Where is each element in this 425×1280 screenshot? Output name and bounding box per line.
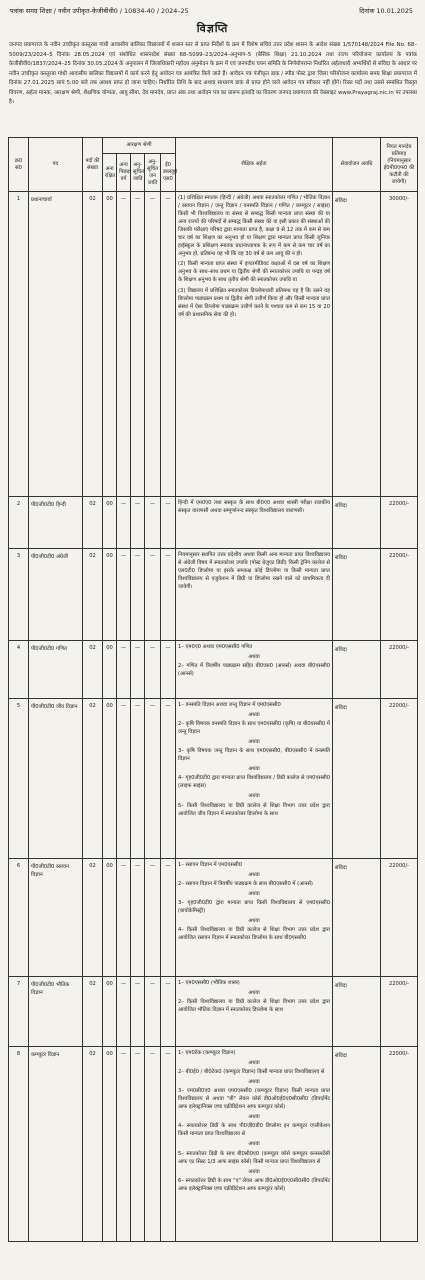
header-tenure: सेवायोजन अवधि [333,138,381,192]
qualification-paragraph: 1– रसायन विज्ञान में एम0एससी0 [178,861,243,868]
obc-category-cell: — [117,859,131,977]
sc-category-cell: — [131,497,145,549]
notice-date: दिनांक 10.01.2025 [359,7,413,15]
st-category-cell: — [145,1047,161,1242]
post-name-cell: प्रधानाचार्या [29,192,83,497]
qualification-paragraph: हिन्दी में एम0ए0 तथा संस्कृत के साथ बी0ए0 अथवा शास्त्री परीक्षा राजकीय संस्कृत वाराणसी अथवा सम्पूर्णानन्द संस्कृत विश्वविद्यालय वाराणसी। [178,499,330,514]
monthly-fee-cell: 22000/- [381,497,418,549]
sc-category-cell: — [131,699,145,859]
qualification-paragraph: 4– गृह0जी0टी0 द्वारा मान्यता प्राप्त विश्वविद्यालय / डिग्री कालेज से एम0एससी0 (लाइफ साइंस) [178,775,330,790]
reference-line [0,0,425,15]
qualification-paragraph: 5– किसी विश्वविद्यालय या डिग्री कालेज से शिक्षा विभाग उत्तर प्रदेश द्वारा आयोजित जीव विज्ञान में स्नातकोत्तर डिप्लोमा के साथ [178,802,330,817]
obc-category-cell: — [117,1047,131,1242]
qualification-paragraph: 4– स्नातकोत्तर डिग्री के साथ पी0जी0डी0 डिप्लोमा इन कम्प्यूटर एप्लीकेशन किसी मान्यता प्राप्त विश्वविद्यालय से [178,1123,330,1138]
tenure-cell: संविदा [333,977,381,1047]
monthly-fee-cell: 22000/- [381,1047,418,1242]
qualification-paragraph: 1– एम0टेक (कम्प्यूटर विज्ञान) [178,1049,236,1056]
obc-category-cell: — [117,641,131,699]
header-fee: नियत मानदेय प्रतिमाह (नियमानुसार ई0पी0एफ0 की कटौती की जायेगी) [381,138,418,192]
qualification-paragraph: 4– किसी विश्वविद्यालय या डिग्री कालेज से शिक्षा विभाग उत्तर प्रदेश द्वारा आयोजित रसायन विज्ञान में स्नातकोत्तर डिप्लोमा के साथ बी0एससी0 [178,927,330,942]
qualification-paragraph: 2– कृषि विषयक वनस्पति विज्ञान के साथ एम0एससी0 (कृषि) या बी0एससी0 में जन्तु विज्ञान [178,720,330,735]
monthly-fee-cell: 22000/- [381,859,418,977]
qualification-paragraph: (3) विद्यालय में प्रशिक्षित स्नातकोत्तर डिप्लोमाधारी प्रतिबन्ध यह है कि उसने यह डिप्लोमा पाठ्यक्रम प्रथम या द्वितीय श्रेणी उत्तीर्ण किया हो और किसी मान्यता प्राप्त संस्था में ऐसा डिप्लोमा पाठ्यक्रम उत्तीर्ण करने के पश्चात कम से कम 15 या 20 वर्ष की प्रशासनिक सेवा की हो। [178,287,330,318]
obc-category-cell: — [117,549,131,641]
table-row [9,977,418,1047]
qualification-paragraph: 2– गणित में त्रिवर्षीय पाठ्यक्रम सहित बी0एस0 (आनर्स) अथवा बी0एससी0 (आनर्स) [178,662,330,677]
sc-category-cell: — [131,859,145,977]
tenure-cell: संविदा [333,497,381,549]
post-count-cell: 02 [83,497,103,549]
post-name-cell: पी0जी0टी0 जीव विज्ञान [29,699,83,859]
table-row [9,859,418,977]
qualification-cell [176,549,333,641]
general-category-cell: 00 [103,977,117,1047]
or-separator: अथवा [248,653,260,660]
or-separator: अथवा [248,711,260,718]
header-post: पद [29,138,83,192]
obc-category-cell: — [117,699,131,859]
st-category-cell: — [145,497,161,549]
sc-category-cell: — [131,641,145,699]
general-category-cell: 00 [103,641,117,699]
post-count-cell: 02 [83,1047,103,1242]
header-reservation: आरक्षण श्रेणी [103,138,176,154]
serial-number-cell: 8 [9,1047,29,1242]
qualification-paragraph: नियमानुसार स्थापित उत्तर प्रदेशीय अथवा किसी अन्य मान्यता प्राप्त विश्वविद्यालय से अंग्रेजी विषय में स्नातकोत्तर उपाधि (पोस्ट ग्रेजुएट डिग्री) किसी ट्रेनिंग कालेज से एल0टी0 डिप्लोमा या इसके समकक्ष कोई डिप्लोमा या किसी मान्यता प्राप्त विश्वविद्यालय से एजुकेशन में डिग्री या डिप्लोमा रखने वाले को प्राथमिकता दी जायेगी। [178,551,330,590]
serial-number-cell: 3 [9,549,29,641]
or-separator: अथवा [248,1141,260,1148]
general-category-cell: 00 [103,1047,117,1242]
sc-category-cell: — [131,1047,145,1242]
qualification-paragraph: 6– स्नातकोत्तर डिग्री के साथ "ए" लेवल आफ डी0ओ0ई0ए0सी0सी0 (डिपार्टमेंट आफ इलेक्ट्रानिक्स एण्ड एक्रीडिटेशन आफ कम्प्यूटर कोर्स) [178,1177,330,1192]
monthly-fee-cell: 22000/- [381,977,418,1047]
header-sn: क्र0 सं0 [9,138,29,192]
post-count-cell: 02 [83,977,103,1047]
qualification-paragraph: 3– गृह0जी0टी0 द्वारा मान्यता प्राप्त किसी विश्वविद्यालय से एम0एससी0 (बायोकेमिस्ट्री) [178,899,330,914]
or-separator: अथवा [248,1078,260,1085]
sc-category-cell: — [131,977,145,1047]
serial-number-cell: 7 [9,977,29,1047]
general-category-cell: 00 [103,859,117,977]
qualification-paragraph: 1– वनस्पति विज्ञान अथवा जन्तु विज्ञान में एम0एससी0 [178,701,281,708]
header-st: अनु- सूचित जन जाति [145,154,161,192]
qualification-paragraph: 2– रसायन विज्ञान में त्रिवर्षीय पाठ्यक्रम के साथ बी0एससी0 में (आनर्स) [178,880,313,887]
notice-title: विज्ञप्ति [196,22,229,35]
table-row [9,549,418,641]
qualification-paragraph: 2– बी0ई0 / बी0टेक0 (कम्प्यूटर विज्ञान) किसी मान्यता प्राप्त विश्वविद्यालय से [178,1068,325,1075]
post-count-cell: 02 [83,699,103,859]
serial-number-cell: 1 [9,192,29,497]
header-count: पदों की संख्या [83,138,103,192]
general-category-cell: 00 [103,549,117,641]
header-obc: अन्य पिछड़ा वर्ग [117,154,131,192]
obc-category-cell: — [117,192,131,497]
general-category-cell: 00 [103,497,117,549]
post-name-cell: पी0जी0टी0 रसायन विज्ञान [29,859,83,977]
qualification-cell [176,699,333,859]
or-separator: अथवा [248,793,260,800]
ews-category-cell: — [161,641,176,699]
qualification-paragraph: 1– एम0एससी0 (भौतिक शास्त्र) [178,979,240,986]
sc-category-cell: — [131,549,145,641]
qualification-cell [176,1047,333,1242]
post-count-cell: 02 [83,859,103,977]
or-separator: अथवा [248,918,260,925]
header-qualification: शैक्षिक अर्हता [176,138,333,192]
tenure-cell: संविदा [333,1047,381,1242]
post-name-cell: पी0जी0टी0 अंग्रेजी [29,549,83,641]
obc-category-cell: — [117,497,131,549]
vacancy-table [8,137,418,1242]
qualification-cell [176,859,333,977]
monthly-fee-cell: 22000/- [381,641,418,699]
serial-number-cell: 6 [9,859,29,977]
reference-number: पत्रांक समग्र शिक्षा / नवीन उपीकृत-केजीबीवी0 / 10834-40 / 2024–25 [10,7,189,15]
qualification-paragraph: 1– एम0ए0 अथवा एम0एससी0 गणित [178,643,253,650]
tenure-cell: संविदा [333,641,381,699]
post-name-cell: पी0जी0टी0 भौतिक विज्ञान [29,977,83,1047]
notice-intro-paragraph: जनपद प्रयागराज के नवीन उच्चीकृत कस्तूरबा गांधी आवासीय बालिका विद्यालयों में शासन स्तर से प्राप्त निर्देशों के क्रम में विशेष सचिव उत्तर प्रदेश शासन के आदेश संख्या 1/570148/2024 File No. 68–5009/23/2024–5 दिनांक 28.05.2024 एवं संशोधित शासनादेश संख्या 68–5099–23/2024–अनुभाग–5 (बेसिक शिक्षा) 21.10.2024 तथा राज्य परियोजना कार्यालय के पत्रांक केजीबीवी0/1837/2024–25 दिनांक 30.05.2024 के अनुपालन में जिलाधिकारी महोदय अनुमोदन के क्रम में एवं जनपदीय चयन समिति के निर्णयोपरान्त निर्धारित अर्हताधारी अभ्यर्थियों से संविदा के आधार पर नवीन उच्चीकृत कस्तूरबा गांधी आवासीय बालिका विद्यालयों में कार्य करने हेतु आवेदन पत्र आमंत्रित किये जाते हैं। आवेदन पत्र पंजीकृत डाक / स्पीड पोस्ट द्वारा जिला परियोजना कार्यालय समग्र शिक्षा प्रयागराज में दिनांक 27.01.2025 सायं 5:00 बजे तक अवश्य प्राप्त हो जाना चाहिए। निर्धारित तिथि के बाद अथवा साधारण डाक से प्राप्त होने वाले आवेदन पत्र स्वीकार नहीं होंगे। रिक्त पदों तथा उससे सम्बंधित विस्तृत विवरण, अर्हता मानक, आरक्षण श्रेणी, शैक्षणिक योग्यता, आयु सीमा, देय मानदेय, प्राप्त अंक तथा आवेदन पत्र का प्रारूप इत्यादि का विवरण जनपद प्रयागराज की वेबसाइट www.Prayagraj.nic.in पर उपलब्ध है। [9,42,417,105]
post-name-cell: पी0जी0टी0 गणित [29,641,83,699]
qualification-paragraph: 3– एम0सी0ए0 अथवा एम0एससी0 (कम्प्यूटर विज्ञान) किसी मान्यता प्राप्त विश्वविद्यालय से अथवा "बी" लेवल कोर्स डी0ओ0ई0ए0सी0सी0 (डिपार्टमेंट आफ इलेक्ट्रानिक्स एण्ड एक्रीडिटेशन आफ कम्प्यूटर कोर्स) [178,1087,330,1111]
ews-category-cell: — [161,699,176,859]
ews-category-cell: — [161,1047,176,1242]
table-row [9,192,418,497]
qualification-cell [176,977,333,1047]
st-category-cell: — [145,977,161,1047]
or-separator: अथवा [248,871,260,878]
serial-number-cell: 2 [9,497,29,549]
general-category-cell: 00 [103,699,117,859]
qualification-cell [176,192,333,497]
header-sc: अनु- सूचित जाति [131,154,145,192]
post-count-cell: 02 [83,192,103,497]
tenure-cell: संविदा [333,699,381,859]
qualification-paragraph: (2) किसी मान्यता प्राप्त संस्था में इण्टरमीडियट कक्षाओं में दस वर्ष का शिक्षण अनुभव के साथ–साथ प्रथम या द्वितीय श्रेणी की स्नातकोत्तर उपाधि या पन्द्रह वर्ष के शिक्षण अनुभव के साथ तृतीय श्रेणी की स्नातकोत्तर उपाधि या [178,261,330,284]
qualification-paragraph: 5– स्नातकोत्तर डिग्री के साथ बी0सी0ए0 (कम्प्यूटर कोर्स कम्प्यूटर कन्सलटेंसी आफ एट सिस्ट 1/3 आफ साइंस कोर्स) किसी मान्यता प्राप्त विश्वविद्यालय से [178,1150,330,1165]
general-category-cell: 00 [103,192,117,497]
serial-number-cell: 4 [9,641,29,699]
obc-category-cell: — [117,977,131,1047]
table-row [9,1047,418,1242]
or-separator: अथवा [248,766,260,773]
monthly-fee-cell: 22000/- [381,549,418,641]
ews-category-cell: — [161,497,176,549]
post-count-cell: 02 [83,549,103,641]
qualification-cell [176,497,333,549]
post-name-cell: पी0जी0टी0 हिन्दी [29,497,83,549]
or-separator: अथवा [248,890,260,897]
st-category-cell: — [145,859,161,977]
table-row [9,497,418,549]
st-category-cell: — [145,549,161,641]
post-count-cell: 02 [83,641,103,699]
or-separator: अथवा [248,989,260,996]
header-ews: ई0 डब्लयू0 एस0 [161,154,176,192]
qualification-paragraph: (1) प्रशिक्षित स्नातक (हिन्दी / अंग्रेजी) अथवा स्नातकोत्तर गणित / भौतिक विज्ञान / रसायन विज्ञान / जन्तु विज्ञान / वनस्पति विज्ञान / गणित / कम्प्यूटर / साइंस) किसी भी विश्वविद्यालय या संस्था से सम्बद्ध किसी मान्यता प्राप्त संस्था की या अन्य राज्यों की परिषदों से सम्बद्ध किसी संस्था की या इसी प्रकार की संस्थाओं की जिसकी परीक्षाएं परिषद द्वारा मान्यता प्राप्त है, कक्षा 9 से 12 तक में कम से कम चार वर्ष का शिक्षण का अनुभव हो या शिक्षण द्वारा मान्यता प्राप्त किसी जूनियर हाईस्कूल के प्रशिक्षण स्नातक प्रधानाध्यापक के रूप में कम से कम चार वर्ष का अनुभव हो, प्रतिबन्ध यह भी कि वह 30 वर्ष से कम आयु की न हो। [178,194,330,258]
ews-category-cell: — [161,549,176,641]
qualification-paragraph: 3– कृषि विषयक जन्तु विज्ञान के साथ एम0एससी0, बी0एससी0 में वनस्पति विज्ञान [178,747,330,763]
monthly-fee-cell: 30000/- [381,192,418,497]
ews-category-cell: — [161,977,176,1047]
table-row [9,641,418,699]
or-separator: अथवा [248,1114,260,1121]
sc-category-cell: — [131,192,145,497]
monthly-fee-cell: 22000/- [381,699,418,859]
tenure-cell: संविदा [333,859,381,977]
tenure-cell: संविदा [333,549,381,641]
st-category-cell: — [145,699,161,859]
or-separator: अथवा [248,1059,260,1066]
ews-category-cell: — [161,859,176,977]
header-general: अना रक्षित [103,154,117,192]
qualification-paragraph: 2– किसी विश्वविद्यालय या डिग्री कालेज से शिक्षा विभाग उत्तर प्रदेश द्वारा आयोजित भौतिक विज्ञान में स्नातकोत्तर डिप्लोमा के साथ [178,998,330,1013]
or-separator: अथवा [248,1168,260,1175]
tenure-cell: संविदा [333,192,381,497]
qualification-cell [176,641,333,699]
st-category-cell: — [145,192,161,497]
st-category-cell: — [145,641,161,699]
table-row [9,699,418,859]
ews-category-cell: — [161,192,176,497]
post-name-cell: कम्प्यूटर विज्ञान [29,1047,83,1242]
or-separator: अथवा [248,738,260,745]
serial-number-cell: 5 [9,699,29,859]
